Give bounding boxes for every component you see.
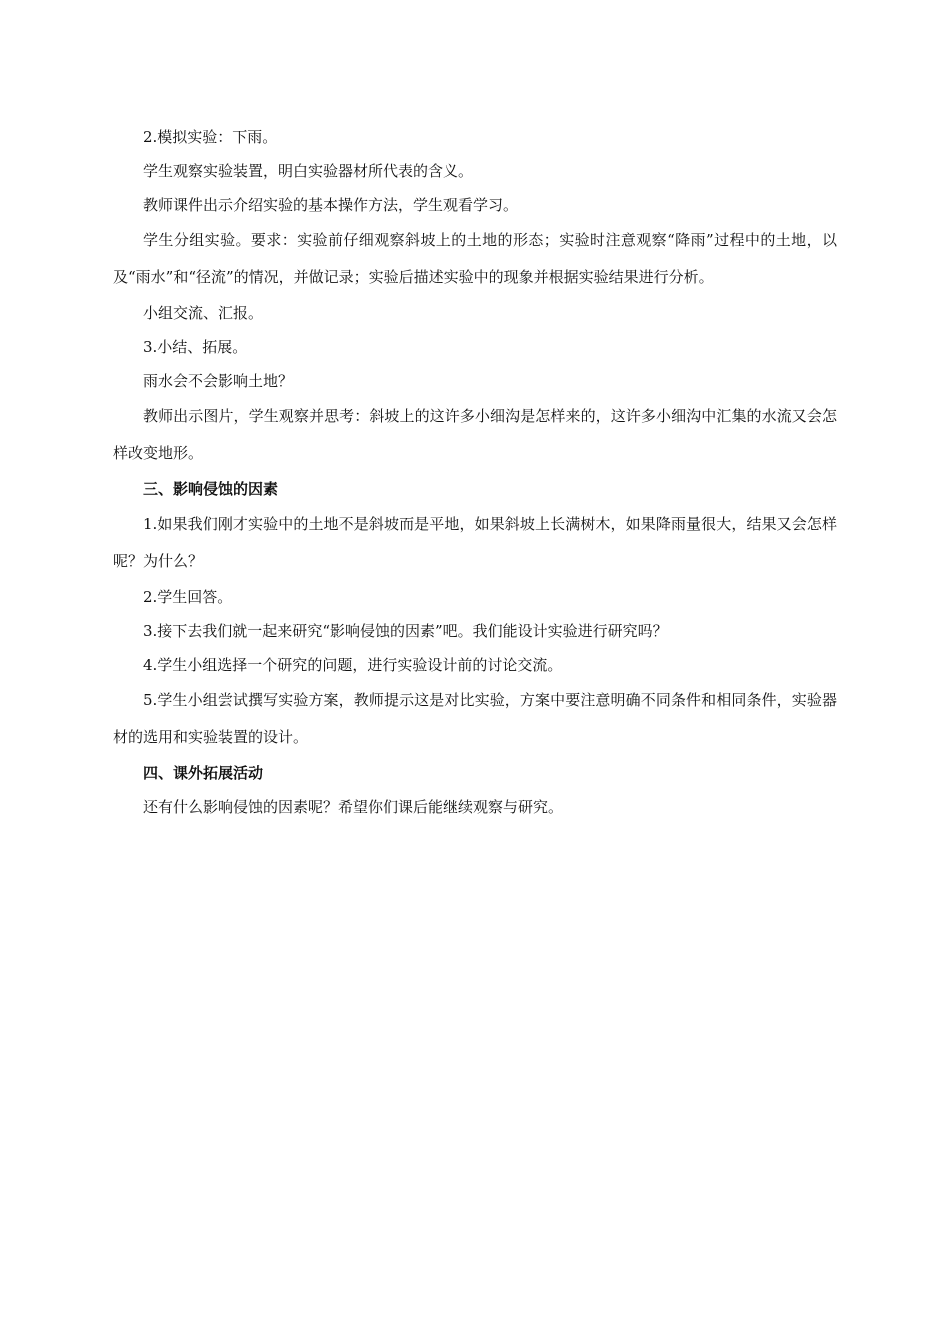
paragraph-write-plan: 5.学生小组尝试撰写实验方案，教师提示这是对比实验，方案中要注意明确不同条件和相同条件，实验器材的选用和实验装置的设计。 [113, 691, 837, 746]
paragraph-rain-question: 雨水会不会影响土地？ [143, 372, 294, 390]
section-heading-erosion-factors: 三、影响侵蚀的因素 [143, 480, 279, 498]
paragraph-research-factors: 3.接下去我们就一起来研究“影响侵蚀的因素”吧。我们能设计实验进行研究吗？ [143, 622, 668, 640]
paragraph-group-report: 小组交流、汇报。 [143, 304, 264, 322]
document-page [113, 120, 837, 824]
paragraph-what-if: 1.如果我们刚才实验中的土地不是斜坡而是平地，如果斜坡上长满树木，如果降雨量很大，结果又会怎样呢？为什么？ [113, 515, 837, 570]
paragraph-students-answer: 2.学生回答。 [143, 588, 233, 606]
paragraph-continue-observing: 还有什么影响侵蚀的因素呢？希望你们课后能继续观察与研究。 [143, 798, 564, 816]
paragraph-simulated-experiment: 2.模拟实验：下雨。 [143, 128, 278, 146]
section-heading-extracurricular: 四、课外拓展活动 [143, 764, 264, 782]
paragraph-teacher-demo: 教师课件出示介绍实验的基本操作方法，学生观看学习。 [143, 196, 519, 214]
paragraph-observe-apparatus: 学生观察实验装置，明白实验器材所代表的含义。 [143, 162, 474, 180]
paragraph-summary-extension: 3.小结、拓展。 [143, 338, 248, 356]
paragraph-group-experiment: 学生分组实验。要求：实验前仔细观察斜坡上的土地的形态；实验时注意观察“降雨”过程中的土地，以及“雨水”和“径流”的情况，并做记录；实验后描述实验中的现象并根据实验结果进行分析。 [113, 231, 837, 286]
paragraph-choose-question: 4.学生小组选择一个研究的问题，进行实验设计前的讨论交流。 [143, 656, 563, 674]
paragraph-show-pictures: 教师出示图片，学生观察并思考：斜坡上的这许多小细沟是怎样来的，这许多小细沟中汇集的水流又会怎样改变地形。 [113, 407, 837, 462]
